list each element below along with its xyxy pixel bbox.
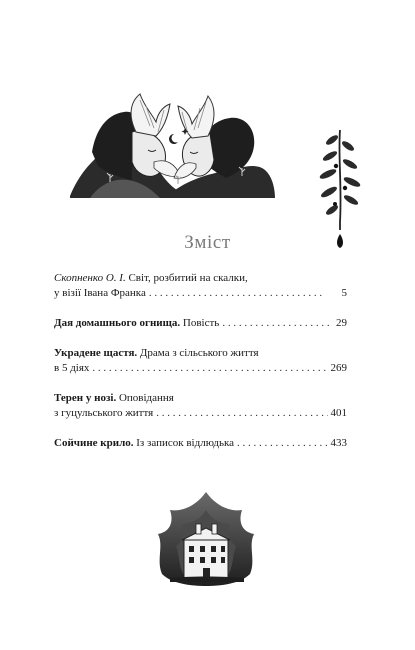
entry-subtitle: Із записок відлюдька: [136, 437, 235, 449]
entry-subtitle: Оповідання: [118, 392, 174, 404]
entry-title: Світ, розбитий на скалки,: [128, 272, 248, 284]
dot-leader: [92, 361, 327, 376]
toc-entry[interactable]: [54, 346, 347, 376]
page-number: 401: [330, 407, 347, 419]
page-number: 5: [341, 287, 347, 299]
toc-entry[interactable]: [54, 391, 347, 421]
dot-leader: [149, 286, 325, 301]
entry-author: Скопненко О. І.: [54, 272, 126, 284]
toc-entry[interactable]: [54, 436, 347, 451]
entry-subtitle: Драма з сільського життя: [139, 347, 259, 359]
dot-leader: [156, 406, 327, 421]
page-number: 29: [336, 317, 347, 329]
entry-subtitle-continued: в 5 діях: [54, 362, 90, 374]
entry-title: Дая домашнього огнища.: [54, 317, 181, 329]
page-number: 269: [330, 362, 347, 374]
page-number: 433: [330, 437, 347, 449]
dot-leader: [237, 436, 327, 451]
two-winged-faces-illustration: [70, 92, 275, 198]
house-in-flame-icon: [150, 490, 263, 586]
entry-title-continued: у візії Івана Франка: [54, 287, 146, 299]
entry-title: Сойчине крило.: [54, 437, 134, 449]
toc-heading: Зміст: [184, 232, 231, 253]
entry-title: Терен у нозі.: [54, 392, 117, 404]
toc-entry[interactable]: [54, 271, 347, 301]
table-of-contents: [54, 271, 347, 466]
entry-title: Украдене щастя.: [54, 347, 138, 359]
dot-leader: [222, 316, 333, 331]
entry-subtitle-continued: з гуцульського життя: [54, 407, 154, 419]
toc-entry[interactable]: [54, 316, 347, 331]
entry-subtitle: Повість: [182, 317, 220, 329]
